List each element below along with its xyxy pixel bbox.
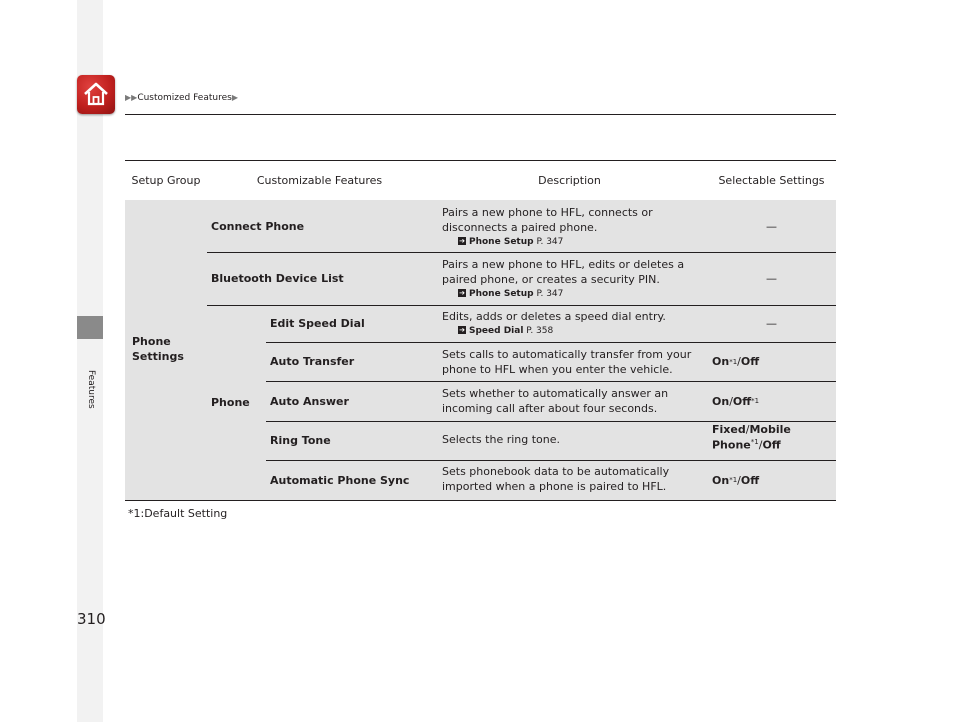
breadcrumb-link[interactable]: Customized Features	[137, 93, 232, 103]
side-tab-marker	[77, 316, 103, 339]
side-tab-label: Features	[86, 370, 96, 409]
table-row-setting: —	[766, 219, 777, 233]
table-row-description	[442, 206, 697, 248]
breadcrumb-arrows: ▶▶	[125, 93, 138, 102]
subgroup-cell: Phone	[211, 396, 250, 409]
cross-reference[interactable]	[458, 236, 697, 248]
page-number: 310	[77, 610, 106, 628]
table-row-setting: On *1 / Off	[712, 473, 760, 487]
home-button[interactable]	[77, 75, 115, 114]
cross-reference-icon: ➔	[459, 289, 465, 298]
table-row-setting: Fixed/Mobile Phone$^{*1}$/Off	[712, 423, 791, 452]
table-row-feature: Ring Tone	[270, 434, 331, 447]
table-row-feature: Bluetooth Device List	[211, 272, 344, 285]
table-row-setting: On / Off *1	[712, 394, 760, 408]
description-text: Edits, adds or deletes a speed dial entry.	[442, 310, 666, 323]
table-row-feature: Automatic Phone Sync	[270, 473, 410, 487]
ref-title: Phone Setup	[469, 236, 534, 247]
table-row-description: Sets whether to automatically answer an incoming call after about four seconds.	[442, 387, 669, 415]
table-row-feature: Auto Transfer	[270, 355, 355, 368]
header-customizable-features: Customizable Features	[256, 173, 383, 187]
table-row-feature: Auto Answer	[270, 394, 349, 408]
ref-page: P. 358	[526, 325, 554, 336]
table-row-setting: —	[766, 272, 777, 285]
header-rule	[125, 114, 836, 115]
table-row-setting: On *1 / Off	[712, 355, 760, 368]
group-cell: Phone Settings	[132, 335, 184, 363]
cross-reference-icon: ➔	[459, 237, 465, 246]
cross-reference[interactable]	[458, 325, 697, 337]
cross-reference[interactable]	[458, 288, 697, 300]
cross-reference-icon: ➔	[459, 326, 465, 335]
description-text: Pairs a new phone to HFL, connects or disconnects a paired phone.	[442, 206, 653, 234]
table-row-description	[442, 258, 697, 300]
breadcrumb-arrow-end: ▶	[231, 93, 238, 102]
ref-title: Speed Dial	[469, 325, 524, 336]
ref-title: Phone Setup	[469, 288, 534, 299]
table-row-feature: Connect Phone	[211, 219, 305, 233]
header-selectable-settings: Selectable Settings	[718, 173, 825, 187]
table-row-feature: Edit Speed Dial	[270, 317, 365, 330]
table-row-description: Selects the ring tone.	[442, 433, 561, 447]
table-row-setting: —	[766, 317, 777, 330]
header-setup-group: Setup Group	[131, 173, 201, 187]
breadcrumb	[125, 93, 238, 103]
table-row-description: Sets phonebook data to be automatically imported when a phone is paired to HFL.	[442, 465, 670, 493]
header-description: Description	[538, 173, 601, 187]
table-body	[125, 200, 836, 501]
footnote: *1:Default Setting	[128, 507, 228, 520]
table-row-description: Sets calls to automatically transfer from your phone to HFL when you enter the vehicle.	[442, 348, 692, 376]
ref-page: P. 347	[536, 236, 564, 247]
description-text: Pairs a new phone to HFL, edits or deletes a paired phone, or creates a security PIN.	[442, 258, 685, 286]
table-header	[125, 160, 836, 201]
ref-page: P. 347	[536, 288, 564, 299]
home-icon	[81, 79, 111, 109]
table-row-description	[442, 310, 697, 337]
